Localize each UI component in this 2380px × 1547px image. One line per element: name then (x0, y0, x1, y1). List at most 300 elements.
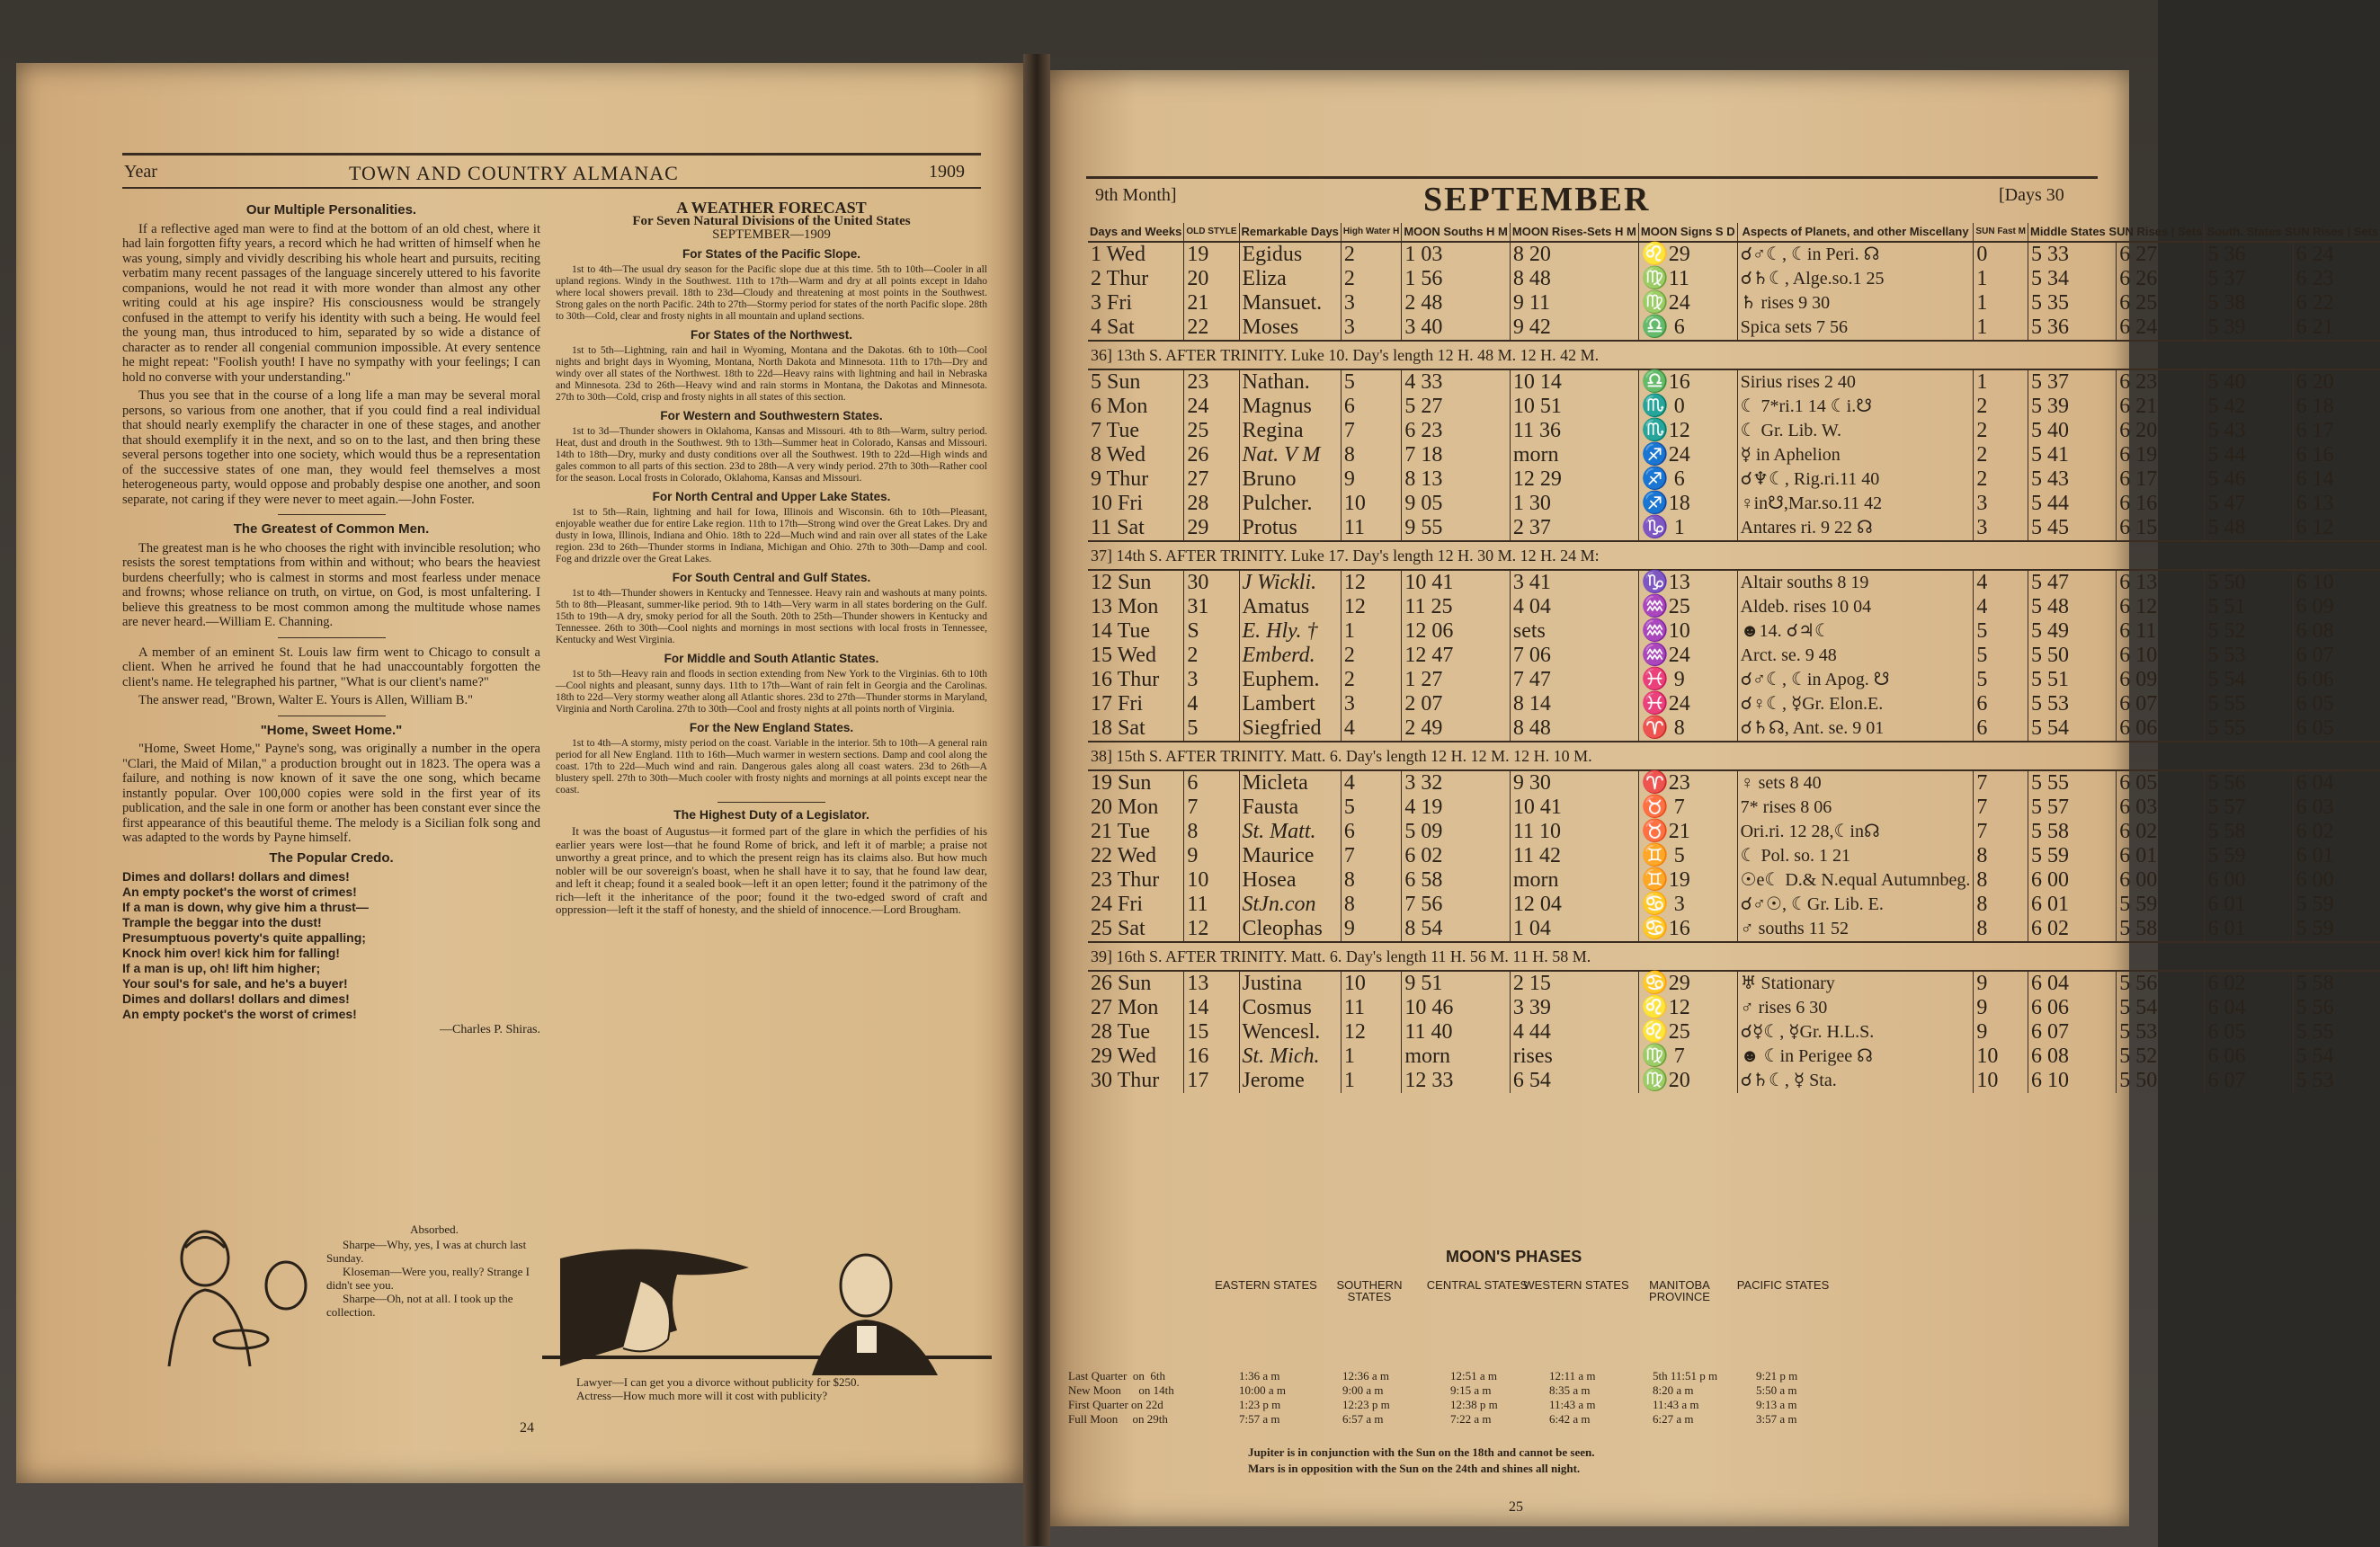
calendar-cell: 1 04 (1510, 917, 1638, 942)
calendar-cell: 4 19 (1402, 796, 1511, 820)
calendar-cell: ♒25 (1638, 595, 1737, 619)
calendar-cell: 6 27 (2117, 242, 2205, 267)
calendar-cell: 5 52 (2117, 1045, 2205, 1069)
calendar-cell: 9 30 (1510, 770, 1638, 796)
calendar-cell: 2 (1974, 467, 2028, 492)
calendar-cell: 7 47 (1510, 668, 1638, 692)
calendar-cell: 2 (1341, 267, 1401, 291)
calendar-cell: 6 05 (2205, 1020, 2293, 1045)
calendar-cell: 6 01 (2028, 893, 2116, 917)
calendar-cell: ♐24 (1638, 443, 1737, 467)
calendar-cell: 5 59 (2293, 917, 2380, 942)
calendar-cell: 6 (1974, 692, 2028, 716)
calendar-cell: 12 Sun (1091, 571, 1152, 594)
calendar-cell: 5 48 (2205, 516, 2293, 541)
calendar-cell: 2 48 (1402, 291, 1511, 316)
calendar-cell: ♓ 9 (1638, 668, 1737, 692)
calendar-cell: 6 10 (2028, 1069, 2116, 1093)
calendar-cell: 9 05 (1402, 492, 1511, 516)
weather-section-text: 1st to 5th—Lightning, rain and hail in Wyoming, Montana and the Dakotas. 6th to 10th—Cool nights and bright days in Wyoming, Montana, North Dakota and Minnesota. 11th to 17th—Dry and windy over all states of the Northwest. 18th to 22d—Heavy rains with lightning and hail in Nebraska and Minnesota. 23d to 26th—Heavy wind and rain storms in Montana, the Dakotas and Minnesota. 27th to 30th—Cold, crisp and frosty nights in all states of this section. (556, 345, 987, 403)
calendar-cell: Mansuet. (1239, 291, 1341, 316)
moon-phase-time: 12:36 a m (1342, 1369, 1389, 1383)
calendar-cell: sets (1510, 619, 1638, 644)
left-column (122, 198, 540, 1037)
calendar-cell: 2 (1341, 242, 1401, 267)
moon-phase-time: 9:15 a m (1450, 1383, 1492, 1397)
calendar-cell: 22 (1184, 316, 1239, 341)
calendar-cell: 6 05 (2293, 692, 2380, 716)
calendar-cell: 28 (1184, 492, 1239, 516)
calendar-cell: 30 Thur (1091, 1069, 1160, 1092)
calendar-cell: ♌25 (1638, 1020, 1737, 1045)
calendar-cell: 5 50 (2205, 570, 2293, 595)
calendar-cell: 26 (1184, 443, 1239, 467)
article-text: Thus you see that in the course of a long life a man may be several moral persons, so various from one another, that if you could find a real individual that should nearly exemplify the character in one of these stages, and another that should exemplify it in the next, and so on to the last, and then bring these several persons together into one society, which would thus be a representation of the successive states of one man, they would feel themselves a most heterogeneous party, would oppose and probably despise one another, and soon separate, not caring if they were never to meet again.—John Foster. (122, 388, 540, 507)
calendar-cell: 6 01 (2205, 893, 2293, 917)
calendar-cell: 12 (1341, 595, 1401, 619)
header-top-rule (1086, 176, 2098, 179)
weather-section-text: 1st to 4th—Thunder showers in Kentucky and Tennessee. Heavy rain and washouts at many points. 5th to 8th—Pleasant, summer-like period. 9th to 14th—Very warm in all states bordering on the Gulf. 15th to 19th—A dry, smoky period for all the South. 20th to 25th—Thunder showers in Kentucky and Tennessee. 26th to 30th—Cool nights and mornings in most sections with local frosts in Tennessee, Kentucky and West Virginia. (556, 588, 987, 645)
page-number: 25 (1509, 1499, 1523, 1515)
calendar-cell: ♊ 5 (1638, 844, 1737, 868)
calendar-cell: Egidus (1239, 242, 1341, 267)
column-header: South. States SUN Rises | Sets (2205, 223, 2380, 242)
moon-phase-time: 8:20 a m (1653, 1383, 1694, 1397)
weather-section-text: 1st to 5th—Rain, lightning and hail for Iowa, Illinois and Wisconsin. 6th to 10th—Pleasant, enjoyable weather due for entire Lake region. 11th to 17th—Strong wind over the Great Lakes. Dry and dusty in Iowa, Illinois, Indiana and Ohio. 18th to 22d—Much wind and rain over all states of the Lake region. 23d to 26th—Thunder storms in Indiana, Michigan and Ohio. 27th to 30th—Damp and cool. Fog and drizzle over the Great Lakes. (556, 507, 987, 565)
calendar-cell: 6 06 (2293, 668, 2380, 692)
calendar-cell: 5 48 (2028, 595, 2116, 619)
poem-line: If a man is down, why give him a thrust— (122, 900, 369, 914)
calendar-cell: 6 07 (2293, 644, 2380, 668)
calendar-cell: 5 57 (2028, 796, 2116, 820)
poem-line: Dimes and dollars! dollars and dimes! (122, 869, 350, 884)
calendar-cell: 6 25 (2117, 291, 2205, 316)
calendar-cell: 5 49 (2028, 619, 2116, 644)
calendar-day-row (1088, 619, 2380, 644)
article-text: The greatest man is he who chooses the right with invincible resolution; who resists the sorest temptations from within and without; who bears the heaviest burdens cheerfully; who is calmest in storms and most fearless under menace and frowns; whose reliance on truth, on virtue, on God, is most unfaltering. I believe this greatness to be most common among the multitude whose names are never heard.—William E. Channing. (122, 540, 540, 629)
section-title: The Greatest of Common Men. (233, 521, 430, 537)
calendar-cell: 1 (1974, 267, 2028, 291)
calendar-cell: 6 20 (2117, 419, 2205, 443)
calendar-cell: 1 (1341, 1069, 1401, 1093)
calendar-cell: 5 (1341, 369, 1401, 395)
calendar-cell: ♒24 (1638, 644, 1737, 668)
joke-line: Actress—How much more will it cost with publicity? (576, 1389, 828, 1402)
poem-line: Presumptuous poverty's quite appalling; (122, 930, 366, 945)
calendar-cell: St. Matt. (1239, 820, 1341, 844)
calendar-cell: Regina (1239, 419, 1341, 443)
calendar-cell: Amatus (1239, 595, 1341, 619)
moon-note: Mars is in opposition with the Sun on the 24th and shines all night. (1248, 1462, 1581, 1475)
calendar-cell: 6 (1341, 820, 1401, 844)
calendar-cell: 8 14 (1510, 692, 1638, 716)
calendar-cell: 21 (1184, 291, 1239, 316)
calendar-cell: 6 06 (2028, 996, 2116, 1020)
header-title: TOWN AND COUNTRY ALMANAC (349, 162, 679, 184)
poem-line: An empty pocket's the worst of crimes! (122, 1007, 357, 1021)
calendar-cell: 2 37 (1510, 516, 1638, 541)
moon-phase-time: 5th 11:51 p m (1653, 1369, 1718, 1383)
calendar-cell: 1 30 (1510, 492, 1638, 516)
calendar-cell: rises (1510, 1045, 1638, 1069)
calendar-cell: ☌♄☊, Ant. se. 9 01 (1737, 716, 1974, 742)
calendar-cell: ♑13 (1638, 570, 1737, 595)
calendar-day-row (1088, 369, 2380, 395)
calendar-cell: 6 07 (2117, 692, 2205, 716)
calendar-day-row (1088, 516, 2380, 541)
divider (278, 637, 386, 638)
calendar-cell: J Wickli. (1239, 570, 1341, 595)
moon-phase-time: 6:57 a m (1342, 1412, 1384, 1426)
calendar-cell: 6 (1341, 395, 1401, 419)
calendar-cell: 11 42 (1510, 844, 1638, 868)
calendar-cell: 10 41 (1510, 796, 1638, 820)
calendar-cell: Nat. V M (1239, 443, 1341, 467)
calendar-cell: 8 48 (1510, 267, 1638, 291)
moon-phase-time: 6:27 a m (1653, 1412, 1694, 1426)
calendar-cell: ☌☿☾, ☿Gr. H.L.S. (1737, 1020, 1974, 1045)
calendar-cell: 6 04 (2028, 971, 2116, 996)
calendar-cell: Wencesl. (1239, 1020, 1341, 1045)
calendar-cell: ♐ 6 (1638, 467, 1737, 492)
weather-section-title: For Western and Southwestern States. (660, 409, 883, 422)
calendar-day-row (1088, 971, 2380, 996)
calendar-cell: 5 39 (2028, 395, 2116, 419)
calendar-cell: 8 (1184, 820, 1239, 844)
divider (278, 514, 386, 515)
calendar-cell: 9 55 (1402, 516, 1511, 541)
calendar-cell: ☾ Pol. so. 1 21 (1737, 844, 1974, 868)
calendar-cell: ♋16 (1638, 917, 1737, 942)
calendar-cell: Antares ri. 9 22 ☊ (1737, 516, 1974, 541)
calendar-cell: ♉21 (1638, 820, 1737, 844)
calendar-cell: 7 Tue (1091, 419, 1140, 442)
calendar-cell: Lambert (1239, 692, 1341, 716)
calendar-cell: 6 07 (2205, 1069, 2293, 1093)
calendar-cell: Ori.ri. 12 28,☾in☊ (1737, 820, 1974, 844)
calendar-cell: 6 Mon (1091, 395, 1148, 418)
calendar-cell: 10 14 (1510, 369, 1638, 395)
calendar-cell: 1 (1974, 369, 2028, 395)
calendar-cell: ♒10 (1638, 619, 1737, 644)
calendar-cell: 6 (1974, 716, 2028, 742)
calendar-cell: 6 05 (2293, 716, 2380, 742)
column-header: OLD STYLE (1184, 223, 1239, 242)
calendar-cell: 11 36 (1510, 419, 1638, 443)
calendar-cell: 9 42 (1510, 316, 1638, 341)
weather-column (556, 198, 987, 920)
calendar-cell: 3 (1341, 291, 1401, 316)
calendar-cell: 5 (1974, 668, 2028, 692)
calendar-cell: ♍24 (1638, 291, 1737, 316)
calendar-cell: 5 34 (2028, 267, 2116, 291)
calendar-cell: 15 Wed (1091, 644, 1156, 667)
calendar-cell: 6 10 (2117, 644, 2205, 668)
calendar-cell: 5 44 (2205, 443, 2293, 467)
calendar-cell: 5 37 (2205, 267, 2293, 291)
calendar-cell: ♍20 (1638, 1069, 1737, 1093)
calendar-cell: 6 05 (2117, 770, 2205, 796)
weather-month: SEPTEMBER—1909 (712, 227, 831, 242)
calendar-body (1088, 242, 2380, 1093)
calendar-cell: 6 18 (2293, 395, 2380, 419)
calendar-cell: 5 (1341, 796, 1401, 820)
calendar-cell: 5 36 (2028, 316, 2116, 341)
calendar-cell: Siegfried (1239, 716, 1341, 742)
calendar-cell: Fausta (1239, 796, 1341, 820)
header-year: Year (124, 162, 157, 182)
calendar-cell: ♎ 6 (1638, 316, 1737, 341)
section-title: The Highest Duty of a Legislator. (673, 807, 869, 822)
divider (718, 802, 825, 803)
calendar-cell: 5 42 (2205, 395, 2293, 419)
calendar-cell: StJn.con (1239, 893, 1341, 917)
calendar-cell: 6 21 (2293, 316, 2380, 341)
book-spine (1023, 54, 1050, 1546)
cartoon-lawyer-actress-illustration (542, 1240, 992, 1375)
moon-phase-time: 12:23 p m (1342, 1398, 1390, 1411)
moon-phase-time: 12:11 a m (1549, 1369, 1596, 1383)
calendar-cell: 7 (1341, 419, 1401, 443)
calendar-cell: 5 47 (2205, 492, 2293, 516)
calendar-cell: 8 (1974, 893, 2028, 917)
weather-subtitle: For Seven Natural Divisions of the United States (632, 214, 911, 228)
calendar-cell: 2 (1341, 668, 1401, 692)
weather-section-text: 1st to 4th—The usual dry season for the Pacific slope due at this time. 5th to 10th—Cooler in all upland regions. Windy in the Southwest. 11th to 17th—Warm and dry at all points except in Idaho where local showers prevail. 18th to 23d—Cloudy and threatening at most points in the Southwest. Strong gales on the north Pacific. 24th to 27th—Stormy period for states of the north Pacific slope. 28th to 30th—Cold, clear and frosty nights in all mountain and upland sections. (556, 264, 987, 322)
calendar-cell: Justina (1239, 971, 1341, 996)
month-title: SEPTEMBER (1423, 181, 1651, 218)
calendar-cell: 23 (1184, 369, 1239, 395)
calendar-cell: Sirius rises 2 40 (1737, 369, 1974, 395)
calendar-cell: 11 25 (1402, 595, 1511, 619)
section-title: The Popular Credo. (269, 849, 394, 866)
column-header: Remarkable Days (1239, 223, 1341, 242)
column-header: MOON Souths H M (1402, 223, 1511, 242)
calendar-cell: ♍11 (1638, 267, 1737, 291)
calendar-cell: Hosea (1239, 868, 1341, 893)
calendar-cell: 5 (1184, 716, 1239, 742)
poem-line: Trample the beggar into the dust! (122, 915, 322, 929)
calendar-cell: 27 Mon (1091, 996, 1159, 1019)
calendar-day-row (1088, 595, 2380, 619)
calendar-cell: 6 16 (2117, 492, 2205, 516)
calendar-cell: 11 10 (1510, 820, 1638, 844)
calendar-cell: 12 47 (1402, 644, 1511, 668)
weather-section-title: For the New England States. (689, 721, 854, 734)
calendar-cell: 10 (1974, 1069, 2028, 1093)
calendar-cell: morn (1510, 443, 1638, 467)
calendar-cell: 8 (1341, 893, 1401, 917)
section-title: Our Multiple Personalities. (245, 202, 417, 218)
calendar-cell: 4 (1184, 692, 1239, 716)
calendar-cell: 17 Fri (1091, 692, 1144, 716)
calendar-cell: 6 23 (2293, 267, 2380, 291)
calendar-cell: 9 (1341, 467, 1401, 492)
calendar-cell: 5 40 (2028, 419, 2116, 443)
calendar-cell: 6 58 (1402, 868, 1511, 893)
calendar-cell: 29 Wed (1091, 1045, 1156, 1068)
calendar-cell: 1 (1341, 619, 1401, 644)
calendar-cell: 5 58 (2117, 917, 2205, 942)
calendar-day-row (1088, 893, 2380, 917)
weather-section-title: For States of the Pacific Slope. (682, 247, 861, 261)
moon-phase-label: Last Quarter on 6th (1068, 1369, 1165, 1383)
week-heading-row (1088, 541, 2380, 570)
calendar-cell: 5 56 (2117, 971, 2205, 996)
calendar-cell: 10 (1974, 1045, 2028, 1069)
calendar-cell: 6 14 (2293, 467, 2380, 492)
calendar-cell: ☾ 7*ri.1 14 ☾i.☋ (1737, 395, 1974, 419)
calendar-cell: ☌♄☾, Alge.so.1 25 (1737, 267, 1974, 291)
calendar-cell: 10 (1184, 868, 1239, 893)
calendar-cell: Spica sets 7 56 (1737, 316, 1974, 341)
calendar-cell: 6 19 (2117, 443, 2205, 467)
calendar-cell: 5 58 (2028, 820, 2116, 844)
week-heading-row (1088, 742, 2380, 770)
calendar-cell: 3 39 (1510, 996, 1638, 1020)
calendar-cell: 5 54 (2205, 668, 2293, 692)
moon-phase-time: 9:00 a m (1342, 1383, 1384, 1397)
column-header: MOON Signs S D (1638, 223, 1737, 242)
calendar-cell: 6 02 (2205, 971, 2293, 996)
calendar-cell: 8 Wed (1091, 443, 1145, 467)
calendar-cell: 6 10 (2293, 570, 2380, 595)
calendar-cell: 8 13 (1402, 467, 1511, 492)
calendar-cell: ♈23 (1638, 770, 1737, 796)
right-page (1050, 70, 2379, 1526)
section-title: "Home, Sweet Home." (260, 722, 403, 738)
calendar-day-row (1088, 796, 2380, 820)
calendar-cell: 5 55 (2028, 770, 2116, 796)
weather-title: A WEATHER FORECAST (676, 199, 867, 217)
calendar-cell: 2 49 (1402, 716, 1511, 742)
calendar-cell: 5 59 (2028, 844, 2116, 868)
calendar-cell: ♏ 0 (1638, 395, 1737, 419)
calendar-cell: 23 Thur (1091, 868, 1160, 892)
calendar-cell: 7 (1974, 770, 2028, 796)
calendar-cell: 5 54 (2117, 996, 2205, 1020)
calendar-cell: 1 56 (1402, 267, 1511, 291)
calendar-cell: 6 54 (1510, 1069, 1638, 1093)
weather-section-title: For States of the Northwest. (690, 328, 852, 342)
column-header: SUN Fast M (1974, 223, 2028, 242)
calendar-cell: 5 58 (2205, 820, 2293, 844)
absorbed-joke (326, 1222, 542, 1319)
calendar-cell: 5 51 (2205, 595, 2293, 619)
calendar-cell: 11 (1341, 996, 1401, 1020)
calendar-cell: 9 (1184, 844, 1239, 868)
calendar-cell: 5 41 (2028, 443, 2116, 467)
calendar-cell: 6 26 (2117, 267, 2205, 291)
calendar-cell: ☌♀☾, ☿Gr. Elon.E. (1737, 692, 1974, 716)
calendar-cell: 5 33 (2028, 242, 2116, 267)
header-bottom-rule (122, 187, 981, 189)
calendar-cell: 6 00 (2117, 868, 2205, 893)
calendar-cell: 2 (1974, 443, 2028, 467)
moon-phase-label: Full Moon on 29th (1068, 1412, 1168, 1426)
calendar-cell: 5 46 (2205, 467, 2293, 492)
moon-phases-title: MOON'S PHASES (1446, 1248, 1582, 1266)
calendar-cell: 18 Sat (1091, 716, 1145, 740)
calendar-cell: 9 51 (1402, 971, 1511, 996)
calendar-cell: 7 18 (1402, 443, 1511, 467)
calendar-cell: 3 Fri (1091, 291, 1133, 315)
moon-region-header: WESTERN STATES (1523, 1278, 1629, 1292)
calendar-cell: 6 00 (2293, 868, 2380, 893)
moon-phase-time: 11:43 a m (1653, 1398, 1699, 1411)
calendar-cell: 5 44 (2028, 492, 2116, 516)
week-heading-row (1088, 341, 2380, 369)
calendar-cell: 1 (1974, 291, 2028, 316)
calendar-cell: 5 59 (2205, 844, 2293, 868)
calendar-cell: ☻ ☾in Perigee ☊ (1737, 1045, 1974, 1069)
calendar-cell: 4 33 (1402, 369, 1511, 395)
header-top-rule (122, 153, 981, 156)
calendar-cell: 7 (1974, 796, 2028, 820)
calendar-day-row (1088, 868, 2380, 893)
calendar-cell: Cleophas (1239, 917, 1341, 942)
calendar-cell: 5 43 (2028, 467, 2116, 492)
week-heading: 38] 15th S. AFTER TRINITY. Matt. 6. Day's length 12 H. 12 M. 12 H. 10 M. (1088, 742, 2380, 770)
calendar-cell: 12 (1341, 1020, 1401, 1045)
calendar-cell: 2 15 (1510, 971, 1638, 996)
week-heading: 37] 14th S. AFTER TRINITY. Luke 17. Day's length 12 H. 30 M. 12 H. 24 M: (1088, 541, 2380, 570)
calendar-cell: 21 Tue (1091, 820, 1151, 843)
calendar-cell: 4 (1974, 570, 2028, 595)
moon-region-header: SOUTHERN STATES (1336, 1278, 1403, 1303)
column-header: Middle States SUN Rises | Sets (2028, 223, 2204, 242)
calendar-cell: 2 Thur (1091, 267, 1149, 290)
calendar-day-row (1088, 395, 2380, 419)
calendar-cell: 5 57 (2205, 796, 2293, 820)
calendar-cell: 5 43 (2205, 419, 2293, 443)
calendar-cell: 3 (1974, 516, 2028, 541)
calendar-cell: 22 Wed (1091, 844, 1156, 867)
calendar-cell: 6 17 (2293, 419, 2380, 443)
calendar-cell: 5 51 (2028, 668, 2116, 692)
calendar-cell: 9 Thur (1091, 467, 1149, 491)
moon-phase-time: 5:50 a m (1756, 1383, 1797, 1397)
calendar-cell: 5 54 (2293, 1045, 2380, 1069)
weather-section-text: 1st to 5th—Heavy rain and floods in section extending from New York to the Virginias. 6th to 10th—Cool nights and pleasant, sunny days. 11th to 17th—Want of rain felt in Georgia and the Carolinas. 18th to 22d—Very stormy weather along all Atlantic shores. 23d to 27th—Thunder storms in Maryland, Virginia and North Carolina. 27th to 30th—Cool and frosty nights at all points north of Virginia. (556, 669, 987, 715)
calendar-cell: 24 Fri (1091, 893, 1144, 916)
calendar-cell: 7 06 (1510, 644, 1638, 668)
calendar-cell: 6 24 (2293, 242, 2380, 267)
calendar-cell: Eliza (1239, 267, 1341, 291)
calendar-cell: 6 23 (1402, 419, 1511, 443)
calendar-cell: 4 (1341, 770, 1401, 796)
column-header: High Water H (1341, 223, 1401, 242)
poem-line: Knock him over! kick him for falling! (122, 946, 340, 960)
calendar-cell: 1 (1341, 1045, 1401, 1069)
calendar-cell: 5 (1974, 619, 2028, 644)
calendar-cell: ♋ 3 (1638, 893, 1737, 917)
calendar-cell: Bruno (1239, 467, 1341, 492)
calendar-cell: 6 08 (2028, 1045, 2116, 1069)
calendar-day-row (1088, 443, 2380, 467)
calendar-cell: 3 (1184, 668, 1239, 692)
calendar-cell: 6 00 (2205, 868, 2293, 893)
calendar-cell: 3 (1341, 692, 1401, 716)
calendar-cell: ☻14. ☌♃☾ (1737, 619, 1974, 644)
calendar-cell: 2 (1974, 419, 2028, 443)
calendar-cell: ♂ souths 11 52 (1737, 917, 1974, 942)
calendar-day-row (1088, 467, 2380, 492)
article-text: The answer read, "Brown, Walter E. Yours is Allen, William B." (138, 693, 474, 707)
calendar-day-row (1088, 644, 2380, 668)
calendar-cell: 8 (1974, 917, 2028, 942)
poem-line: An empty pocket's the worst of crimes! (122, 885, 357, 899)
